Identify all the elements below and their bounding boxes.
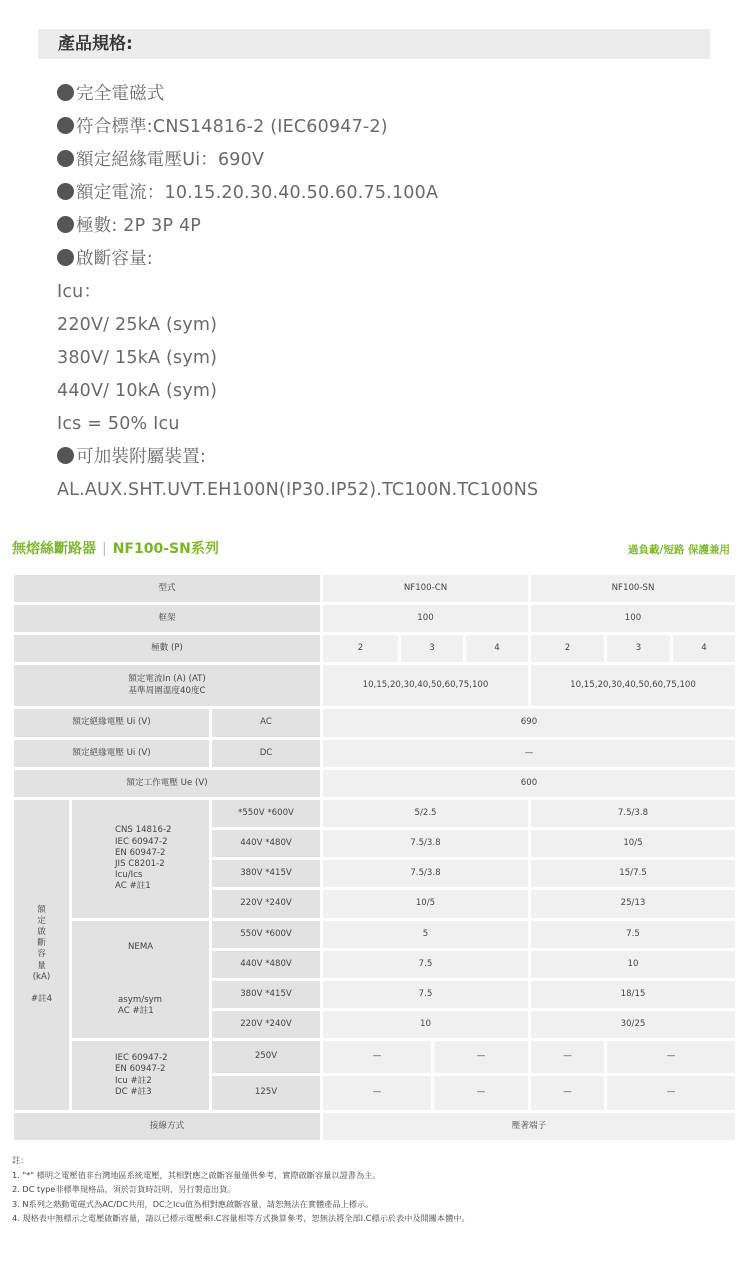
product-title bbox=[12, 538, 219, 560]
spec-line bbox=[57, 78, 717, 111]
spec-line bbox=[57, 375, 717, 408]
bullet-icon bbox=[57, 249, 74, 266]
group2-nema: NEMA bbox=[128, 941, 154, 952]
protection-tag: 過負載/短路 保護兼用 bbox=[628, 544, 730, 556]
model-cn: NF100-CN bbox=[323, 575, 528, 602]
rated-current-label: 額定電流In (A) (AT) 基準周圍溫度40度C bbox=[14, 665, 320, 706]
spec-line bbox=[57, 144, 717, 177]
g2-voltage: 220V *240V bbox=[212, 1011, 320, 1038]
g1-voltage: 440V *480V bbox=[212, 830, 320, 857]
pole-sn-4: 4 bbox=[673, 635, 735, 662]
g3-voltage: 250V bbox=[212, 1041, 320, 1073]
pole-cn-2: 2 bbox=[323, 635, 398, 662]
bullet-icon bbox=[57, 216, 74, 233]
spec-line bbox=[57, 111, 717, 144]
g1-sn-value: 7.5/3.8 bbox=[531, 800, 735, 827]
spec-line bbox=[57, 177, 717, 210]
spec-line-text: 可加裝附屬裝置: bbox=[76, 447, 206, 467]
spec-line bbox=[57, 474, 717, 507]
bullet-icon bbox=[57, 117, 74, 134]
spec-line-text: Icu： bbox=[57, 282, 102, 302]
spec-line bbox=[57, 441, 717, 474]
group2-asym-sym: asym/sym AC #註1 bbox=[118, 994, 163, 1016]
g1-voltage: 380V *415V bbox=[212, 860, 320, 887]
spec-line bbox=[57, 276, 717, 309]
spec-line-text: 額定電流：10.15.20.30.40.50.60.75.100A bbox=[76, 183, 439, 203]
rated-current-cn: 10,15,20,30,40,50,60,75,100 bbox=[323, 665, 528, 706]
g2-cn-value: 7.5 bbox=[323, 951, 528, 978]
spec-line-text: 額定絕緣電壓Ui：690V bbox=[76, 150, 265, 170]
g1-voltage: 220V *240V bbox=[212, 890, 320, 918]
title-separator: | bbox=[102, 541, 107, 557]
spec-line-text: 220V/ 25kA (sym) bbox=[57, 315, 218, 335]
ui-ac-label: 額定絕緣電壓 Ui (V) bbox=[14, 709, 209, 737]
spec-line bbox=[57, 342, 717, 375]
g3-value: — bbox=[607, 1041, 735, 1073]
rated-current-sn: 10,15,20,30,40,50,60,75,100 bbox=[531, 665, 735, 706]
g2-cn-value: 5 bbox=[323, 921, 528, 948]
g2-voltage: 550V *600V bbox=[212, 921, 320, 948]
product-series: NF100-SN系列 bbox=[112, 541, 219, 557]
notes bbox=[12, 1153, 732, 1226]
g2-sn-value: 18/15 bbox=[531, 981, 735, 1008]
g2-sn-value: 10 bbox=[531, 951, 735, 978]
g1-cn-value: 5/2.5 bbox=[323, 800, 528, 827]
ue-value: 600 bbox=[323, 770, 735, 797]
group2-standards bbox=[72, 921, 209, 1038]
frame-cn: 100 bbox=[323, 605, 528, 632]
g3-voltage: 125V bbox=[212, 1076, 320, 1110]
g1-voltage: *550V *600V bbox=[212, 800, 320, 827]
model-label: 型式 bbox=[14, 575, 320, 602]
g2-sn-value: 7.5 bbox=[531, 921, 735, 948]
group1-standards: CNS 14816-2 IEC 60947-2 EN 60947-2 JIS C8201-2 Icu/Ics AC #註1 bbox=[72, 800, 209, 918]
bullet-icon bbox=[57, 447, 74, 464]
connection-value: 壓著端子 bbox=[323, 1113, 735, 1140]
frame-sn: 100 bbox=[531, 605, 735, 632]
ui-dc-label: 額定絕緣電壓 Ui (V) bbox=[14, 740, 209, 767]
spec-line bbox=[57, 243, 717, 276]
spec-title: 產品規格: bbox=[38, 29, 710, 59]
connection-label: 接線方式 bbox=[14, 1113, 320, 1140]
g2-voltage: 380V *415V bbox=[212, 981, 320, 1008]
g1-sn-value: 10/5 bbox=[531, 830, 735, 857]
spec-line-text: 440V/ 10kA (sym) bbox=[57, 381, 218, 401]
note-item: 4. 規格表中無標示之電壓啟斷容量，請以已標示電壓乘I.C容量相等方式換算參考，恕無法將全部I.C標示於表中及開關本體中。 bbox=[12, 1213, 470, 1224]
g3-value: — bbox=[434, 1041, 528, 1073]
poles-label: 極數 (P) bbox=[14, 635, 320, 662]
spec-line-text: 極數: 2P 3P 4P bbox=[76, 216, 202, 236]
product-name: 無熔絲斷路器 bbox=[12, 541, 96, 557]
g2-sn-value: 30/25 bbox=[531, 1011, 735, 1038]
spec-line-text: Ics = 50% Icu bbox=[57, 414, 180, 434]
model-sn: NF100-SN bbox=[531, 575, 735, 602]
g1-cn-value: 7.5/3.8 bbox=[323, 830, 528, 857]
pole-sn-2: 2 bbox=[531, 635, 604, 662]
pole-cn-3: 3 bbox=[401, 635, 463, 662]
group3-standards: IEC 60947-2 EN 60947-2 Icu #註2 DC #註3 bbox=[72, 1041, 209, 1110]
g3-value: — bbox=[434, 1076, 528, 1110]
spec-line bbox=[57, 408, 717, 441]
note-item: 2. DC type非標準規格品，須於訂貨時註明，另行製造出貨。 bbox=[12, 1184, 236, 1195]
pole-sn-3: 3 bbox=[607, 635, 670, 662]
ui-ac-type: AC bbox=[212, 709, 320, 737]
g3-value: — bbox=[323, 1041, 431, 1073]
bullet-icon bbox=[57, 183, 74, 200]
spec-line-text: 啟斷容量: bbox=[76, 249, 153, 269]
g1-sn-value: 15/7.5 bbox=[531, 860, 735, 887]
spec-line-text: 380V/ 15kA (sym) bbox=[57, 348, 218, 368]
ui-ac-value: 690 bbox=[323, 709, 735, 737]
g1-cn-value: 7.5/3.8 bbox=[323, 860, 528, 887]
spec-line-text: 完全電磁式 bbox=[76, 84, 165, 104]
spec-line-text: AL.AUX.SHT.UVT.EH100N(IP30.IP52).TC100N.TC100NS bbox=[57, 480, 539, 500]
bullet-icon bbox=[57, 84, 74, 101]
notes-heading: 註： bbox=[12, 1155, 29, 1165]
spec-list bbox=[57, 78, 717, 507]
note-item: 1. "*" 標明之電壓值非台灣地區系統電壓，其相對應之啟斷容量僅供參考，實際啟斷容量以證書為主。 bbox=[12, 1169, 381, 1180]
bullet-icon bbox=[57, 150, 74, 167]
g3-value: — bbox=[531, 1041, 604, 1073]
g3-value: — bbox=[323, 1076, 431, 1110]
g2-cn-value: 10 bbox=[323, 1011, 528, 1038]
g3-value: — bbox=[607, 1076, 735, 1110]
g3-value: — bbox=[531, 1076, 604, 1110]
spec-line-text: 符合標準:CNS14816-2 (IEC60947-2) bbox=[76, 117, 388, 137]
g1-cn-value: 10/5 bbox=[323, 890, 528, 918]
ue-label: 額定工作電壓 Ue (V) bbox=[14, 770, 320, 797]
g1-sn-value: 25/13 bbox=[531, 890, 735, 918]
spec-line bbox=[57, 210, 717, 243]
ui-dc-value: — bbox=[323, 740, 735, 767]
pole-cn-4: 4 bbox=[466, 635, 528, 662]
g2-voltage: 440V *480V bbox=[212, 951, 320, 978]
breaking-capacity-label: 額 定 啟 斷 容 量 (kA) #註4 bbox=[14, 800, 69, 1110]
frame-label: 框架 bbox=[14, 605, 320, 632]
ui-dc-type: DC bbox=[212, 740, 320, 767]
g2-cn-value: 7.5 bbox=[323, 981, 528, 1008]
spec-line bbox=[57, 309, 717, 342]
note-item: 3. N系列之熱動電磁式為AC/DC共用，DC之Icu值為相對應啟斷容量，請恕無法在實體產品上標示。 bbox=[12, 1198, 374, 1209]
